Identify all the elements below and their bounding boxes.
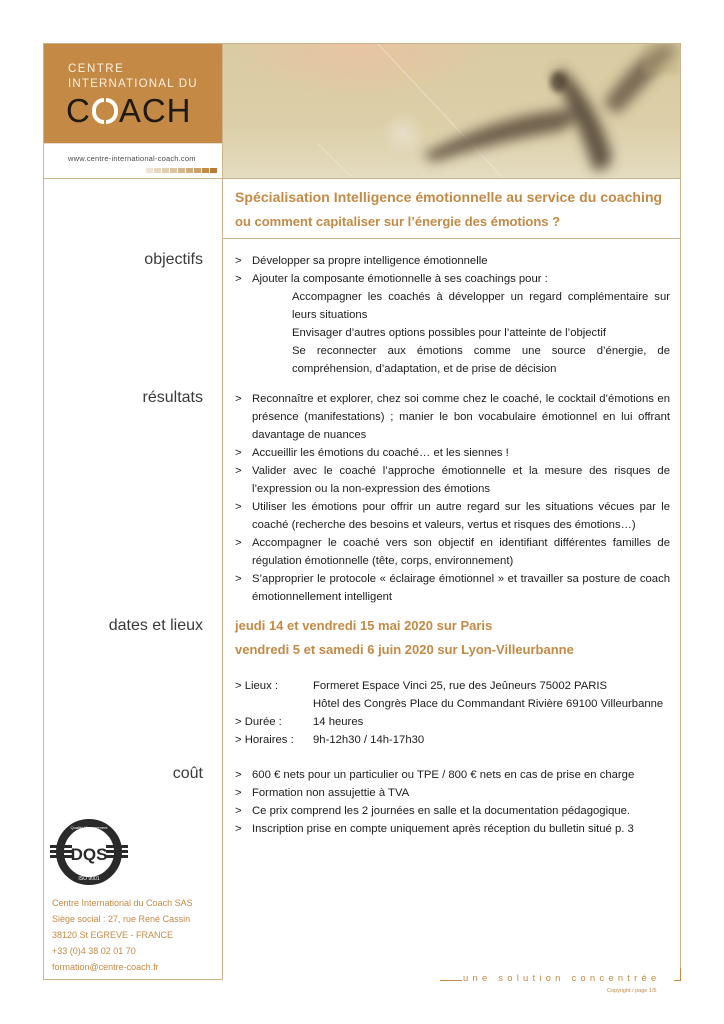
- logo-c: C: [66, 92, 91, 129]
- tagline: une solution concentrée: [463, 973, 661, 984]
- sub-list-item: Se reconnecter aux émotions comme une source d’énergie, de compréhension, d’adaptation, et de prise de décision: [292, 345, 670, 375]
- section-label-cout: coût: [172, 765, 203, 782]
- frame-left-border: [43, 43, 44, 980]
- dqs-iso-9001-seal-icon: [50, 818, 128, 886]
- bird-in-flight-icon: [223, 44, 680, 178]
- color-swatch: [194, 168, 201, 173]
- list-item: > 600 € nets pour un particulier ou TPE / 800 € nets en cas de prise en charge: [235, 766, 675, 784]
- info-value: 9h-12h30 / 14h-17h30: [313, 734, 425, 746]
- session-date-paris: jeudi 14 et vendredi 15 mai 2020 sur Paris: [235, 618, 493, 633]
- course-subtitle: ou comment capitaliser sur l’énergie des émotions ?: [235, 214, 561, 229]
- address-city: 38120 St EGREVE - FRANCE: [52, 930, 174, 940]
- list-item: > Développer sa propre intelligence émotionnelle: [235, 252, 670, 270]
- chevron-right-icon: >: [235, 573, 242, 585]
- chevron-right-icon: >: [235, 787, 242, 799]
- list-item: > Inscription prise en compte uniquement après réception du bulletin situé p. 3: [235, 820, 675, 838]
- color-swatches: [146, 168, 217, 173]
- color-swatch: [146, 168, 153, 173]
- chevron-right-icon: >: [235, 393, 242, 405]
- email-link[interactable]: formation@centre-coach.fr: [52, 962, 159, 972]
- logo-text-international: INTERNATIONAL DU: [68, 78, 198, 90]
- color-swatch: [162, 168, 169, 173]
- color-swatch: [154, 168, 161, 173]
- info-value: 14 heures: [313, 716, 364, 728]
- course-title: Spécialisation Intelligence émotionnelle au service du coaching: [235, 189, 663, 205]
- info-row-lieux-2: [235, 695, 675, 713]
- phone-number[interactable]: +33 (0)4 38 02 01 70: [52, 946, 136, 956]
- chevron-right-icon: >: [235, 255, 242, 267]
- resultats-list: [235, 390, 670, 606]
- chevron-right-icon: >: [235, 501, 242, 513]
- color-swatch: [210, 168, 217, 173]
- chevron-right-icon: >: [235, 805, 242, 817]
- tagline-rule: [440, 980, 462, 981]
- section-label-objectifs: objectifs: [144, 251, 203, 268]
- address-street: Siège social : 27, rue René Cassin: [52, 914, 191, 924]
- list-item: > Ce prix comprend les 2 journées en salle et la documentation pédagogique.: [235, 802, 675, 820]
- chevron-right-icon: >: [235, 769, 242, 781]
- logo-ach: ACH: [118, 92, 192, 129]
- sub-list-item: Accompagner les coachés à développer un regard complémentaire sur leurs situations: [292, 291, 670, 321]
- info-label: > Lieux :: [235, 680, 279, 692]
- list-item: > Accompagner le coaché vers son objectif en identifiant différentes familles de régulation émotionnelle (tête, corps, environnement): [235, 534, 670, 570]
- url-strip-border: [44, 178, 222, 179]
- website-url[interactable]: www.centre-international-coach.com: [68, 154, 196, 163]
- frame-right-border: [680, 43, 681, 975]
- color-swatch: [170, 168, 177, 173]
- info-row-duree: [235, 713, 675, 731]
- list-item: > Utiliser les émotions pour offrir un autre regard sur les situations vécues par le coaché (recherche des besoins et valeurs, vertus et risques des émotions…): [235, 498, 670, 534]
- logo-wordmark-coach: [66, 92, 192, 130]
- column-divider: [222, 43, 223, 980]
- color-swatch: [202, 168, 209, 173]
- chevron-right-icon: >: [235, 823, 242, 835]
- seal-bottom-text: ISO 9001: [78, 876, 100, 882]
- info-value: Hôtel des Congrès Place du Commandant Rivière 69100 Villeurbanne: [313, 698, 664, 710]
- color-swatch: [186, 168, 193, 173]
- logo-o-brackets-icon: [92, 98, 118, 124]
- logo-text-centre: CENTRE: [68, 63, 125, 75]
- section-label-resultats: résultats: [142, 389, 203, 406]
- section-label-dates: dates et lieux: [108, 617, 203, 634]
- seal-top-text: Quality Management: [70, 825, 108, 830]
- cout-list: [235, 766, 675, 838]
- chevron-right-icon: >: [235, 273, 242, 285]
- info-value: Formeret Espace Vinci 25, rue des Jeûneurs 75002 PARIS: [313, 680, 608, 692]
- company-address: [52, 895, 193, 975]
- seal-center-text: DQS: [70, 845, 108, 864]
- practical-info: [235, 677, 675, 749]
- banner-photo: [223, 44, 680, 178]
- info-row-lieux: [235, 677, 675, 695]
- chevron-right-icon: >: [235, 465, 242, 477]
- info-row-horaires: [235, 731, 675, 749]
- sub-list-item: Envisager d’autres options possibles pour l’atteinte de l’objectif: [292, 327, 606, 339]
- color-swatch: [178, 168, 185, 173]
- company-name: Centre International du Coach SAS: [52, 898, 193, 908]
- frame-bottom-border: [43, 979, 223, 980]
- list-item: > Formation non assujettie à TVA: [235, 784, 675, 802]
- list-item: > S’approprier le protocole « éclairage émotionnel » et travailler sa posture de coach émotionnellement intelligent: [235, 570, 670, 606]
- chevron-right-icon: >: [235, 537, 242, 549]
- chevron-right-icon: >: [235, 447, 242, 459]
- list-item: > Reconnaître et explorer, chez soi comme chez le coaché, le cocktail d’émotions en présence (manifestations) ; manier le bon vocabulaire émotionnel en lui offrant davantage de nuances: [235, 390, 670, 444]
- list-item: > Ajouter la composante émotionnelle à ses coachings pour :: [235, 270, 670, 288]
- info-label: > Horaires :: [235, 734, 294, 746]
- banner-border: [223, 178, 681, 179]
- corner-bracket: [674, 968, 681, 981]
- list-item: > Accueillir les émotions du coaché… et les siennes !: [235, 444, 670, 462]
- copyright-page-number: Copyright / page 1/5: [607, 988, 657, 994]
- title-divider: [222, 238, 681, 239]
- list-item: > Valider avec le coaché l’approche émotionnelle et la mesure des risques de l’expression ou la non-expression des émotions: [235, 462, 670, 498]
- info-label: > Durée :: [235, 716, 282, 728]
- objectifs-list: [235, 252, 670, 378]
- session-date-lyon: vendredi 5 et samedi 6 juin 2020 sur Lyon-Villeurbanne: [235, 642, 574, 657]
